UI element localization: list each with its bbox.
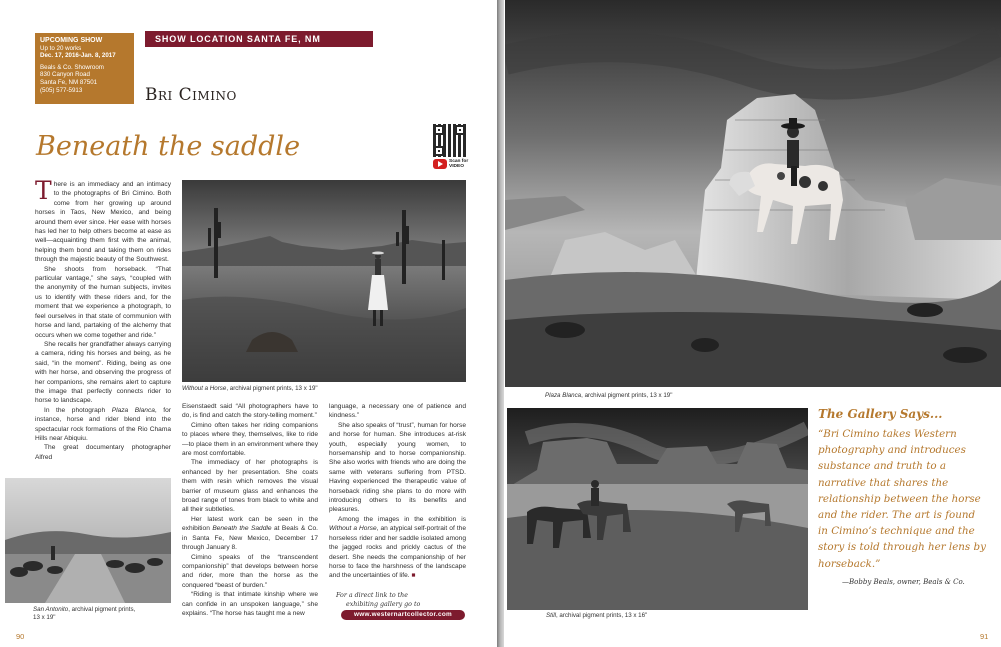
page-number-left: 90: [16, 632, 25, 641]
left-page: [0, 0, 497, 647]
show-phone: (505) 577-5913: [40, 86, 83, 94]
video-caption: Scan for VIDEO: [449, 159, 469, 169]
photo-plaza-blanca: [505, 0, 1001, 387]
upcoming-show-box: [35, 33, 134, 104]
drop-cap: T: [35, 180, 52, 205]
show-venue: Beals & Co. Showroom: [40, 63, 104, 71]
show-city: Santa Fe, NM 87501: [40, 78, 98, 86]
gallery-quote: “Bri Cimino takes Western photography and introduces substance and truth to a narrative that shares the relationship between the horse and the rider. The art is found in Cimino’s technique and the story is told through her lens by horseback.”: [818, 428, 986, 570]
gallery-attribution: —Bobby Beals, owner, Beals & Co.: [842, 578, 965, 586]
show-dates: Dec. 17, 2016-Jan. 8, 2017: [40, 52, 116, 60]
page-number-right: 91: [980, 632, 989, 641]
c2-para-6: “Riding is that intimate kinship where we can confide in an unspoken language,” she explains. “The horse has taught me a new: [182, 591, 318, 617]
article-headline: Beneath the saddle: [36, 131, 301, 162]
c2-para-5: Cimino speaks of the “transcendent companionship” that develops between horse and rider, more than the horse as the conquered “beast of burden.”: [182, 553, 318, 589]
photo-without-a-horse: [182, 180, 466, 382]
photo-still: [507, 408, 808, 610]
artist-name: Bri Cimino: [145, 85, 237, 105]
show-heading: UPCOMING SHOW: [40, 37, 103, 44]
c3-para-1: language, a necessary one of patience and kindness.”: [329, 403, 466, 420]
para-2: She shoots from horseback. “That particular vantage,” she says, “coupled with the anonymity of the human subjects, invites us to identify with these riders and, for the moment that we experience a photograph, to feel ourselves in that state of communion with horse and land, partaking of the alchemy that occurs when we come together and ride.”: [35, 265, 171, 339]
direct-link-note: For a direct link to the exhibiting gallery go to: [336, 592, 421, 608]
c3-para-2: She also speaks of “trust”, human for horse and horse for human. She introduces at-risk youth, especially young women, to horsemanship and to horse companionship. She also works with friends who are doing the same with veterans suffering from PTSD. Having experienced the therapeutic value of horseback riding she plans to do more with introducing others to its benefits and pleasures.: [329, 421, 466, 514]
caption-san-antonito: San Antonito, archival pigment prints, 13 x 19": [33, 606, 136, 621]
caption-without-a-horse: Without a Horse, archival pigment prints, 13 x 19": [182, 385, 318, 392]
photo-san-antonito: [5, 478, 171, 603]
para-5: The great documentary photographer Alfred: [35, 444, 171, 461]
qr-code-icon[interactable]: [433, 124, 466, 157]
gallery-says-title: The Gallery Says...: [818, 407, 943, 421]
caption-plaza-blanca: Plaza Blanca, archival pigment prints, 13 x 19": [545, 392, 673, 399]
end-mark-icon: ■: [411, 572, 416, 580]
youtube-play-icon: [433, 159, 447, 169]
show-location-bar: SHOW LOCATION SANTA FE, NM: [145, 31, 373, 47]
article-column-2: [182, 402, 318, 620]
article-column-3: [329, 402, 466, 592]
website-link[interactable]: www.westernartcollector.com: [341, 610, 465, 620]
c2-para-1: Eisenstaedt said “All photographers have to do, is find and catch the story-telling moment.”: [182, 403, 318, 420]
show-street: 830 Canyon Road: [40, 71, 90, 79]
show-works: Up to 20 works: [40, 44, 82, 52]
para-3: She recalls her grandfather always carrying a camera, riding his horses and being, as he said, “in the moment”. Riding, being as one with her horse, and observing the progress of her companions, she remains alert to capture the image that perfectly connects rider to horse to landscape.: [35, 340, 171, 405]
c3-para-3: Among the images in the exhibition is Without a Horse, an atypical self-portrait of the horseless rider and her saddle isolated among the jagged rocks and prickly cactus of the desert. She needs the companionship of her horse to face the harshness of the landscape and the uncertainties of life. ■: [329, 515, 466, 580]
caption-still: Still, archival pigment prints, 13 x 16": [546, 612, 648, 619]
c2-para-4: Her latest work can be seen in the exhibition Beneath the Saddle at Beals & Co. in Santa Fe, New Mexico, December 17 through January 8.: [182, 515, 318, 552]
c2-para-3: The immediacy of her photographs is enhanced by her presentation. She coats them with resin which removes the visual barrier of museum glass and enhances the broad range of tones from black to white and all their subtleties.: [182, 459, 318, 514]
c2-para-2: Cimino often takes her riding companions to places where they, themselves, like to ride—to place them in an environment where they are most comfortable.: [182, 421, 318, 458]
para-4: In the photograph Plaza Blanca, for instance, horse and rider blend into the spectacular rock formations of the Rio Chama Hills near Abiquiu.: [35, 406, 171, 442]
para-1: here is an immediacy and an intimacy to the photographs of Bri Cimino. Both come from her growing up around horses in Taos, New Mexico, and being around them ever since. Her ease with horses has led her to help others become at ease as well—acquainting them first with the animal, helping them bond and taking them on rides through the majestic beauty of the Southwest.: [35, 181, 171, 264]
article-column-1: [35, 180, 171, 480]
spine-gutter: [497, 0, 504, 647]
video-link[interactable]: [433, 159, 469, 169]
